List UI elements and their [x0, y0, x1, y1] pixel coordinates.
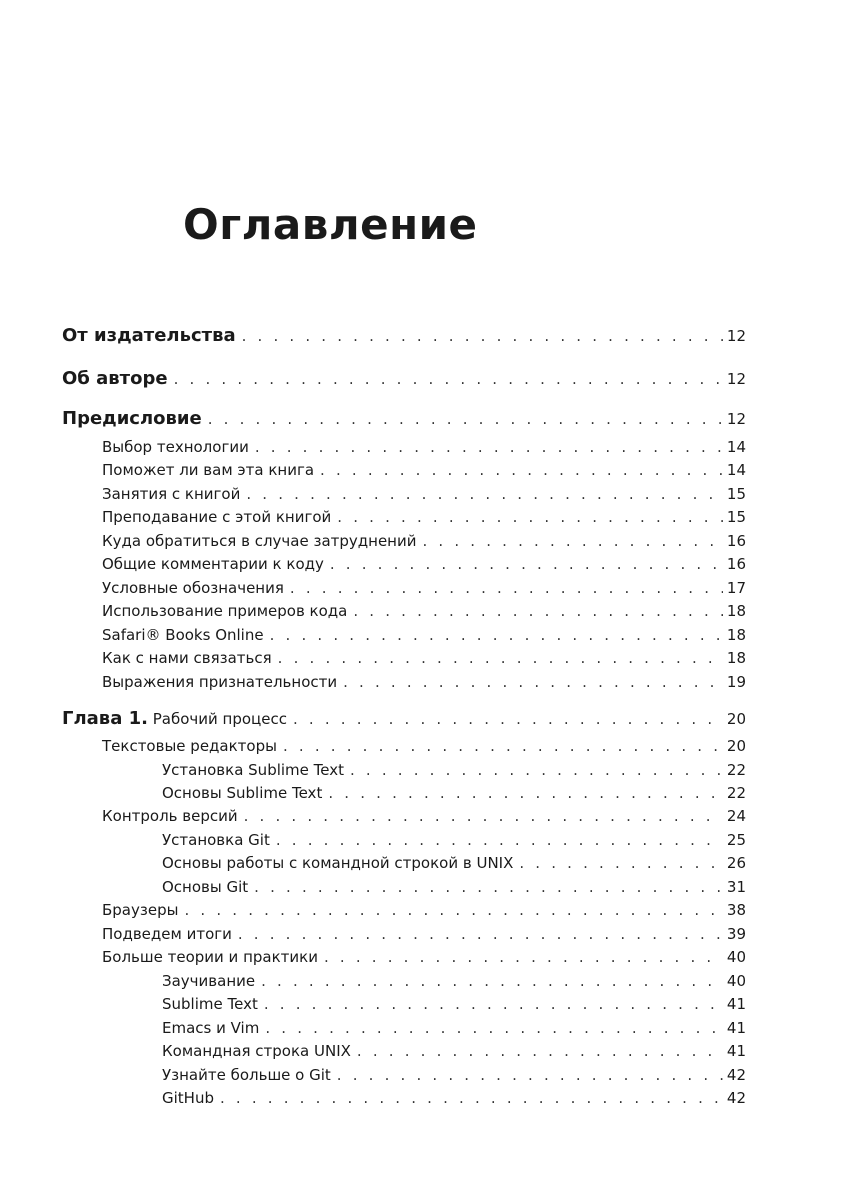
- toc-leader: [255, 438, 723, 456]
- toc-entry-label: Поможет ли вам эта книга: [102, 461, 315, 479]
- toc-page-number: 18: [726, 602, 746, 620]
- toc-entry-label: Командная строка UNIX: [162, 1042, 351, 1060]
- toc-entry-label: Условные обозначения: [102, 579, 284, 597]
- toc-page-number: 39: [726, 925, 746, 943]
- toc-entry[interactable]: [102, 555, 746, 573]
- toc-entry[interactable]: [102, 649, 746, 667]
- toc-leader: [278, 649, 723, 667]
- toc-page-number: 16: [726, 532, 746, 550]
- toc-entry[interactable]: [162, 1089, 746, 1107]
- toc-page-number: 16: [726, 555, 746, 573]
- toc-leader: [238, 925, 723, 943]
- toc-page-number: 38: [726, 901, 746, 919]
- toc-entry-label: Использование примеров кода: [102, 602, 348, 620]
- toc-entry-label: Safari® Books Online: [102, 626, 264, 644]
- toc-entry[interactable]: [62, 408, 746, 429]
- toc-page-number: 41: [726, 995, 746, 1013]
- toc-leader: [353, 602, 723, 620]
- toc-entry-label: Sublime Text: [162, 995, 258, 1013]
- toc-leader: [254, 878, 723, 896]
- toc-page-number: 24: [726, 807, 746, 825]
- toc-entry-label: Общие комментарии к коду: [102, 555, 324, 573]
- toc-entry[interactable]: [102, 925, 746, 943]
- toc-entry-label: Преподавание с этой книгой: [102, 508, 332, 526]
- toc-entry-label: Установка Sublime Text: [162, 761, 344, 779]
- toc-entry[interactable]: [162, 1042, 746, 1060]
- toc-page-number: 18: [726, 626, 746, 644]
- toc-page-number: 22: [726, 784, 746, 802]
- toc-page-number: 42: [726, 1066, 746, 1084]
- toc-page-number: 14: [726, 438, 746, 456]
- toc-entry[interactable]: [162, 972, 746, 990]
- toc-page-number: 12: [726, 327, 746, 345]
- toc-entry[interactable]: [102, 508, 746, 526]
- toc-page-number: 20: [726, 710, 746, 728]
- toc-leader: [290, 579, 723, 597]
- toc-page-number: 19: [726, 673, 746, 691]
- toc-leader: [324, 948, 723, 966]
- toc-entry-label: Заучивание: [162, 972, 256, 990]
- toc-entry-label: Браузеры: [102, 901, 179, 919]
- toc-entry-label: Подведем итоги: [102, 925, 232, 943]
- toc-page-number: 41: [726, 1019, 746, 1037]
- toc-leader: [265, 1019, 723, 1037]
- toc-entry[interactable]: [102, 579, 746, 597]
- toc-entry-label: Об авторе: [62, 368, 168, 389]
- toc-leader: [184, 901, 722, 919]
- toc-page-number: 22: [726, 761, 746, 779]
- toc-entry[interactable]: [62, 325, 746, 346]
- toc-entry[interactable]: [162, 831, 746, 849]
- toc-page-number: 31: [726, 878, 746, 896]
- toc-leader: [208, 410, 723, 428]
- toc-leader: [423, 532, 723, 550]
- toc-page-number: 17: [726, 579, 746, 597]
- toc-leader: [357, 1042, 723, 1060]
- toc-leader: [350, 761, 723, 779]
- toc-entry[interactable]: [162, 784, 746, 802]
- page-title: Оглавление: [183, 200, 478, 249]
- toc-leader: [264, 995, 723, 1013]
- toc-page-number: 15: [726, 508, 746, 526]
- toc-entry[interactable]: [102, 438, 746, 456]
- toc-page-number: 25: [726, 831, 746, 849]
- toc-entry[interactable]: [102, 737, 746, 755]
- toc-leader: [220, 1089, 723, 1107]
- toc-entry[interactable]: [102, 901, 746, 919]
- toc-entry-label: Выбор технологии: [102, 438, 249, 456]
- toc-entry[interactable]: [162, 854, 746, 872]
- toc-leader: [174, 370, 723, 388]
- toc-page-number: 14: [726, 461, 746, 479]
- toc-leader: [242, 327, 723, 345]
- toc-entry[interactable]: [102, 602, 746, 620]
- toc-page-number: 41: [726, 1042, 746, 1060]
- toc-page-number: 12: [726, 370, 746, 388]
- toc-entry-label: Текстовые редакторы: [102, 737, 277, 755]
- toc-page-number: 20: [726, 737, 746, 755]
- toc-entry-label: Основы Sublime Text: [162, 784, 323, 802]
- toc-entry-label: Куда обратиться в случае затруднений: [102, 532, 417, 550]
- toc-entry[interactable]: [102, 948, 746, 966]
- toc-page-number: 26: [726, 854, 746, 872]
- toc-entry-label: Выражения признательности: [102, 673, 338, 691]
- toc-page-number: 18: [726, 649, 746, 667]
- chapter-number: Глава 1.: [62, 708, 148, 729]
- toc-leader: [328, 784, 723, 802]
- toc-leader: [337, 508, 723, 526]
- toc-leader: [244, 807, 723, 825]
- toc-leader: [330, 555, 723, 573]
- toc-entry[interactable]: [102, 485, 746, 503]
- toc-entry[interactable]: [102, 807, 746, 825]
- toc-leader: [337, 1066, 723, 1084]
- toc-entry[interactable]: [162, 1066, 746, 1084]
- toc-entry-label: Emacs и Vim: [162, 1019, 260, 1037]
- toc-entry-label: Рабочий процесс: [152, 710, 287, 728]
- toc-entry-label: Предисловие: [62, 408, 202, 429]
- toc-page-number: 40: [726, 972, 746, 990]
- toc-entry-label: Установка Git: [162, 831, 270, 849]
- toc-entry[interactable]: [162, 1019, 746, 1037]
- toc-page-number: 15: [726, 485, 746, 503]
- toc-leader: [246, 485, 723, 503]
- toc-entry-label: От издательства: [62, 325, 236, 346]
- toc-entry-label: Основы Git: [162, 878, 249, 896]
- toc-leader: [276, 831, 723, 849]
- toc-leader: [293, 710, 723, 728]
- toc-entry[interactable]: [162, 995, 746, 1013]
- toc-leader: [270, 626, 723, 644]
- toc-page-number: 40: [726, 948, 746, 966]
- toc-entry-label: Больше теории и практики: [102, 948, 318, 966]
- toc-entry[interactable]: [162, 878, 746, 896]
- toc-entry[interactable]: [102, 673, 746, 691]
- toc-entry[interactable]: [102, 626, 746, 644]
- toc-entry-label: Занятия с книгой: [102, 485, 241, 503]
- toc-entry[interactable]: [62, 368, 746, 389]
- toc-leader: [519, 854, 723, 872]
- toc-entry-label: GitHub: [162, 1089, 214, 1107]
- toc-entry[interactable]: [102, 461, 746, 479]
- toc-entry-label: Основы работы с командной строкой в UNIX: [162, 854, 514, 872]
- toc-entry-label: Контроль версий: [102, 807, 238, 825]
- toc-entry-label: Как с нами связаться: [102, 649, 272, 667]
- toc-entry[interactable]: [162, 761, 746, 779]
- toc-entry[interactable]: [102, 532, 746, 550]
- toc-chapter-entry[interactable]: [62, 708, 746, 729]
- toc-leader: [261, 972, 723, 990]
- toc-leader: [283, 737, 723, 755]
- toc-leader: [320, 461, 723, 479]
- toc-leader: [343, 673, 723, 691]
- toc-entry-label: Узнайте больше о Git: [162, 1066, 331, 1084]
- toc-page-number: 12: [726, 410, 746, 428]
- toc-page-number: 42: [726, 1089, 746, 1107]
